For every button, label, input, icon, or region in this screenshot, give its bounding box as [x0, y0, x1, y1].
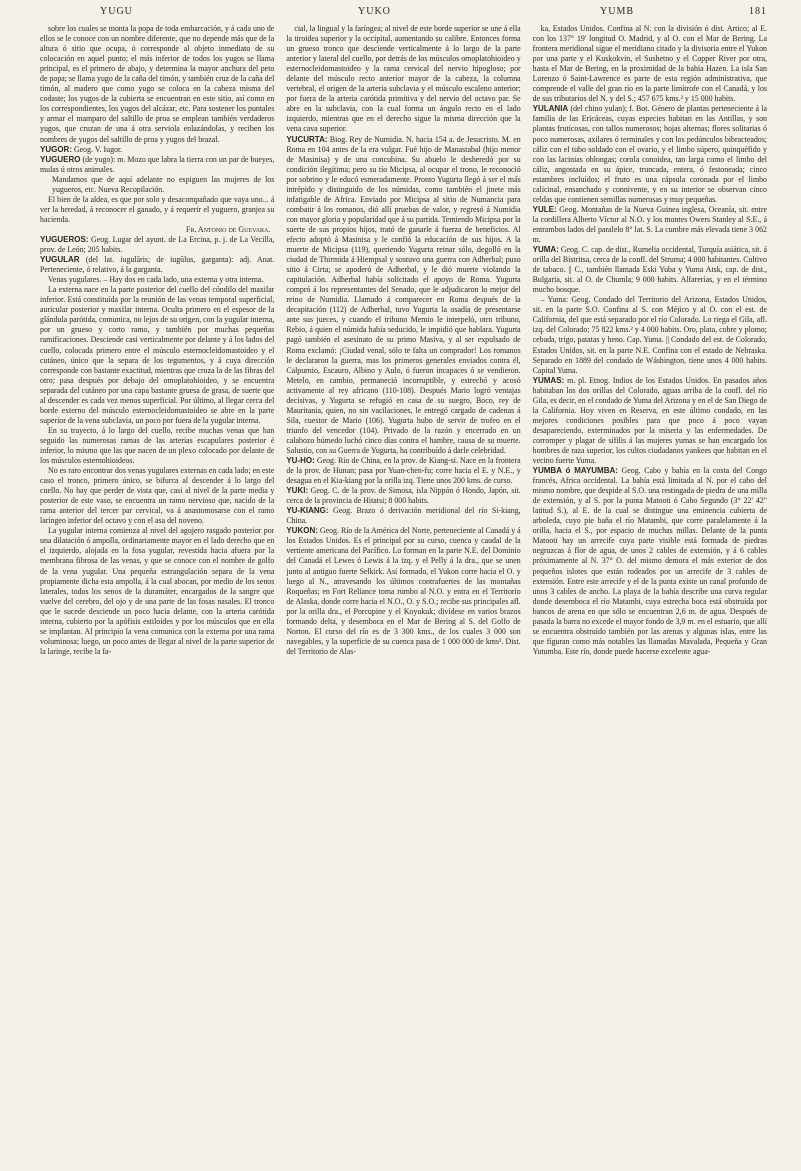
entry-definition: Geog. Montañas de la Nueva Guinea inglesa, Oceanía, sit. entre la cordillera Alberto Víctor al N.O. y los montes Owers Stanley al S.E., á entrambos lados del paralelo 8° lat. S. La cumbre más elevada tiene 3 062 m. [532, 204, 767, 244]
dictionary-entry [286, 526, 520, 657]
dictionary-entry [286, 486, 520, 506]
dictionary-entry [40, 145, 274, 155]
paragraph: En su trayecto, á lo largo del cuello, recibe muchas venas que han seguido las numerosas ramas de las arterias escapulares posterior é inferior, lo mismo que las que nacen de un plexo colocado por delante de los músculos esternohioideos. [40, 425, 275, 466]
paragraph: El bien de la aldea, es que por solo y desacompañado que vaya uno... á ver la heredad, á reconocer el ganado, y á requerir el yuguero, granjea su hacienda. [40, 194, 275, 224]
dictionary-entry [286, 135, 520, 457]
guide-word-center: YUKO [358, 6, 391, 17]
entry-definition: Biog. Rey de Numidia. N. hacia 154 a. de Jesucristo. M. en Roma en 104 antes de la era vulgar. Fué hijo de Manastabal (hijo menor de Masinisa) y de una concubina. Su abuelo le desheredó por su condición ilegítima; pero su tío Micipsa, al ocupar el trono, le reconoció por sobrino y le educó esmeradamente. Pronto Yugurta llegó á ser el más intrépido y distinguido de los númidas, como también el jinete más infatigable de Africa. Enviado por Micipsa al sitio de Numancia para combatir á los romanos, dió allí pruebas de valor, y regresó á Numidia con mayor gloria y popularidad que á su partida. Temiendo Micipsa por la suerte de sus propios hijos, trató de ganarle á fuerza de beneficios. Al efecto adoptó á Masinisa y le confió la educación de sus hijos. A la muerte de Micipsa (119), queriendo Yugurta reinar sólo, degolló en la ciudad de Thirmida á Hiempsal y sostuvo una guerra con Adherbal; puso sitio á Cirta; se apoderó de Adherbal, y le dió muerte violando la capitulación. Adherbal había solicitado el apoyo de Roma. Yugurta compró á los representantes del Senado, que le adjudicaron lo mejor del reino de Numidia. Llamado á comparecer en Roma después de la decapitación (112) de Adherbal, tuvo Yugurta la osadía de presentarse ante sus jueces, y cuando el tribuno Memio le interpeló, otro tribuno, Rebio, á quien el númida había seducido, le impidió que hablara. Yugurta pagó también el asesinato de su primo Masiva, y al ser expulsado de Roma exclamó: ¡Ciudad venal, sólo te falta un comprador! Los romanos le declararon la guerra, mas los primeros generales enviados contra él, Calpurnio, Escauro, Albino y Aulo, ó fueron incapaces ó se vendieron. Metelo, en cambio, permaneció incorruptible, y estrechó y acosó activamente al rey africano (110-108). Después Mario logró ventajas decisivas, y Yugurta se refugió en casa de su suegro, Boco, rey de Mauritania, quien, no sin vacilaciones, le entregó cargado de cadenas á Sila, cuestor de Mario (106). Yugurta hubo de servir de trofeo en el triunfo del vencedor (104). Privado de la razón y encerrado en un calabozo húmedo luchó cinco días contra el hambre, causa de su muerte. Salustio, con su Guerra de Yugurta, ha contribuído á darle celebridad. [286, 134, 521, 455]
guide-word-left: YUGU [100, 6, 133, 17]
entry-definition: Geog. C. de la prov. de Simosa, isla Nippón ó Hondo, Japón, sit. cerca de la provincia de Hitatsi; 8 000 habits. [286, 486, 521, 506]
running-head [40, 6, 767, 22]
dictionary-entry [40, 235, 274, 255]
entry-headword: YU-KIANG: [286, 506, 329, 516]
dictionary-entry [533, 104, 767, 204]
entry-definition: Geog. Cabo y bahía en la costa del Congo francés, Africa occidental. La bahía está limitada al N. por el cabo del mismo nombre, que despide al S.O. una restingada de piedra de una milla de extensión, y al S. por la punta Matooti ó Cabo Segundo (3° 22' 42" latitud S.), al E. de la cual se distingue una eminencia cubierta de arboleda, cuyo pie baña el río Matambi, que corre paralelamente á la orilla, hacia el S., por espacio de muchas millas. Delante de la punta Matooti hay un arrecife cuya parte visible está formada de piedras negruzcas á flor de agua, de unos 2 cables de extensión, y á 6 cables próximamente al N. 37° O. del mismo demora el más exterior de dos pequeños islotes que están rodeados por un arrecife de 3 cables de extensión. Entre este arrecife y el de la punta existe un canal profundo de unos 3 cables de ancho. La playa de la bahía describe una curva regular donde desemboca el río Matambi, cuya estrecha boca está obstruída por bancos de arena en que sólo se encuentran 2,6 m. de agua. Después de pasada la barra no excede el mayor fondo de 3,9 m. en el estuario, que allí se encuentra obstruído también por las arenas y algunas islas, entre las que figuran como más notables las llamadas Mavalada, Pequeña y Gran Yutumba. Este río, donde puede hacerse excelente agua- [532, 466, 767, 656]
quotation: Mandamos que de aquí adelante no espiguen las mujeres de los yugueros, etc. Nueva Recopilación. [52, 174, 275, 194]
entry-headword: YUGULAR [40, 255, 80, 265]
dictionary-entry [533, 245, 767, 295]
dictionary-entry [533, 466, 767, 657]
entry-definition: Geog. C. cap. de dist., Rumelia occidental, Turquía asiática, sit. á orilla del Bistritsa, cerca de la confl. del Struma; 4 000 habitantes. Cultivo de tabaco. || C., también llamada Eski Yuba y Yuma Atsk, cap. de dist., Bulgaria, sit. al O. de Chumla; 9 000 habits. Alfarerías, y en el término mucho bosque. [532, 245, 767, 295]
entry-headword: YUKON: [286, 526, 318, 536]
entry-headword: YUMAS: [532, 375, 565, 385]
entry-headword: YUCURTA: [286, 134, 328, 144]
entry-headword: YUGUERO [40, 154, 81, 164]
paragraph: La externa nace en la parte posterior del cuello del cóndilo del maxilar inferior. Está constituída por la reunión de las venas temporal superficial, auricular posterior y maxilar interna. Oculta primero en el espesor de la glándula parótida, comunica, no lejos de su origen, con la yugular interna, por un grueso y corto ramo, y también por muchas pequeñas ramificaciones. Desciende casi verticalmente por delante y á los lados del cuello, colocada primero entre el músculo esternocleidomastoideo y el cutáneo, único que la separa de los tegumentos, y á cuya dirección corresponde con bastante exactitud, mientras que cruza la de las fibras del otro; pasa después por debajo del omoplatohioideo, y se encuentra separada del cutáneo por una capa bastante gruesa de grasa, de suerte que al descender es cada vez menos superficial. Por último, al llegar cerca del borde externo del músculo esternocleidomastoideo se abre en la parte superior de la vena subclavia, un poco por fuera de la yugular interna. [40, 285, 275, 425]
entry-definition: (de yugo): m. Mozo que labra la tierra con un par de bueyes, mulas ú otros animales. [40, 154, 275, 174]
text-columns [40, 24, 767, 1163]
paragraph: La yugular interna comienza al nivel del agujero rasgado posterior por una dilatación ó ampolla, ordinariamente mayor en el lado derecho que en el izquierdo, alojada en la fosa yugular, revestida hacia afuera por la membrana fibrosa de las venas, y que se conoce con el nombre de golfo de la vena yugular. Una pequeña estrangulación separa de la vena propiamente dicha esta ampolla, á la cual abocan, por medio de los senos laterales, todos los senos de la duramáter, encargados de la sangre que vuelve del cerebro, del ojo y de una parte de las fosas nasales. El tronco que le sucede desciende un poco hacia delante, con la arteria carótida interna, cubierto por la apófisis estiloides y por los músculos que en ella se implantan. Al principio la vena comunica con la externa por una rama voluminosa; luego, un poco antes de llegar al nivel de la parte superior de la laringe, recibe la fa- [40, 526, 275, 656]
dictionary-entry [40, 155, 274, 175]
page-number: 181 [749, 6, 767, 17]
dictionary-entry [286, 506, 520, 526]
paragraph: Venas yugulares. – Hay dos en cada lado, una externa y otra interna. [48, 275, 264, 285]
entry-headword: YUGUEROS: [40, 234, 89, 244]
column-right [533, 24, 767, 1163]
paragraph: No es raro encontrar dos venas yugulares externas en cada lado; en este caso el tronco, primero único, se bifurca al descender á lo largo del cuello. No hay que perder de vista que, casi al nivel de la parte media y posterior de este vaso, se encuentra un ramo nervioso que, nacido de la rama anterior del tercer par cervical, va á anastomosarse con el ramo laríngeo inferior del octavo y con el asa del noveno. [40, 466, 275, 526]
entry-definition: Geog. Río de la América del Norte, perteneciente al Canadá y á los Estados Unidos. Es el principal por su curso, cuenca y caudal de la vertiente americana del Pacífico. Lo forman en la parte N.E. del Dominio del Canadá el Lewes ó Lewis á la izq. y el Pelly á la dra., que se unen junto al antiguo fuerte Selkirk. Así formado, el Yukon corre hacia el O. y luego al N., atravesando los últimos contrafuertes de las montañas Roqueñas; en Fort Reliance toma rumbo al N.O. y entra en el Territorio de Alaska, donde corre hacia el N.O., O. y S.O.; recibe sus principales afl. por la orilla dra., el Porcupine y el Koyukuk; divídese en varios brazos formando delta, y desemboca en el Mar de Bering al S. del Golfo de Norton. El curso del río es de 3 300 kms., de los cuales 3 000 son navegables, y la superficie de su cuenca pasa de 1 000 000 de kms². Dist. del Territorio de Alas- [286, 526, 521, 656]
entry-definition: Geog. Brazo ó derivación meridional del río Si-kiang, China. [286, 506, 521, 526]
entry-headword: YULE: [532, 204, 557, 214]
dictionary-entry [533, 205, 767, 245]
dictionary-entry [40, 255, 274, 275]
entry-definition: Geog. Río de China, en la prov. de Kiang-si. Nace en la frontera de la prov. de Hunan; pasa por Yuan-chen-fu; corre hacia el E. y N.E., y desagua en el Kia-kiang por la orilla izq. Tiene unos 200 kms. de curso. [286, 456, 521, 486]
paragraph: sobre los cuales se monta la popa de toda embarcación, y á cada uno de ellos se le conoce con un nombre diferente, que no depende más que de la altura ó sitio que ocupa, ó corresponde al objeto inmediato de su colocación en aquel punto; el más inferior de todos los yugos se llama principal, es el primero de abajo, y determina la mayor anchura del peto de popa; se llama yugo de la caña del timón, y también cruz de la caña del timón, al madero que como yugo se coloca en la cabeza misma del codaste; los yugos de la cubierta se encuentran en este sitio, así como en los correspondientes, los yugos del alcázar, etc. Para sostener los puntales y armar el mamparo del saltillo de proa se emplean también verdaderos yugos, que cruzan de una á otra serviola enlazándolas, y reciben los nombres de yugos del saltillo de proa y yugos del brazal. [40, 24, 275, 144]
entry-definition: Geog. Lugar del ayunt. de La Ercina, p. j. de La Vecilla, prov. de León; 205 habits. [40, 234, 275, 255]
entry-definition: Geog. V. Iugor. [73, 144, 123, 154]
column-middle [286, 24, 520, 1163]
entry-headword: YUGOR: [40, 144, 72, 154]
paragraph: – Yuma: Geog. Condado del Territorio del Arizona, Estados Unidos, sit. en la parte S.O. Confina al S. con Méjico y al O. con el est. de California, del que está separado por el río Colorado. Lo riega el Gila, afl. izq. del Colorado; 75 822 kms.² y 4 000 habits. Oro, plata, cobre y plomo; cebada, trigo, patatas y heno. Cap. Yuma. || Condado del est. de Colorado, Estados Unidos, sit. en la parte N.E. Confina con el estado de Nebraska. Separado en 1889 del condado de Wáshington, tiene unos 4 000 habits. Capital Yuma. [532, 295, 767, 375]
entry-definition: m. pl. Etnog. Indios de los Estados Unidos. En pasados años habitaban los dos orillas del Colorado, aguas arriba de la confl. del río Gila, es decir, en el condado de Yuma del Arizona y en el de San Diego de la California. Hoy viven en Reserva, en este último condado, en las mejores condiciones posibles para que poco á poco vayan desapareciendo, exterminados por la miseria y las enfermedades. De corromper y plagar de sífilis á las mujeres yumas se han encargado los hombres de raza superior, los cultos ciudadanos yankees que habitan en el vecino fuerte Yuma. [532, 375, 767, 466]
entry-headword: YUKI: [286, 486, 309, 496]
entry-definition: (del lat. iugulāris; de iugŭlus, garganta): adj. Anat. Perteneciente, ó relativo, á la garganta. [40, 255, 275, 275]
paragraph: ka, Estados Unidos. Confina al N. con la división ó dist. Artico; al E. con los 137° 19' longitud O. Madrid, y al O. con el Mar de Bering. La frontera meridional sigue el meridiano citado y la divisoria entre el Yukon por una parte y el Kuskokvin, el Sushetno y el Copper River por otra, hasta el Mar de Bering, en la proximidad de la bahía Hazen. La isla San Lorenzo ó Saint-Lawrence es parte de esta región administrativa, que comprende el valle del gran río en la parte limítrofe con el Canadá, y los de sus tributarios del N. y del S.; 457 675 kms.² y 15 000 habits. [532, 24, 767, 104]
entry-headword: YU-HO: [286, 456, 315, 466]
entry-headword: YULANIA [532, 104, 569, 114]
dictionary-entry [286, 456, 520, 486]
quotation-author: Fr. Antonio de Guevara. [186, 224, 271, 234]
guide-word-right: YUMB [600, 6, 635, 17]
entry-definition: (del chino yulan); f. Bot. Género de plantas perteneciente á la familia de las Ericáceas, cuyas especies habitan en las Antillas, y son plantas fruticosas, con tallos numerosos; hojas alternas; flores solitarias ó poco numerosas, axilares ó terminales y con los pedúnculos bibracteados; cáliz con el tubo soldado con el ovario, y el limbo súpero, quinquéfido y con las lacinias oblongas; corola conoidea, tan larga como el limbo del cáliz, angostada en su ápice, truncada, entera, ó festoneada; cinco estambres incluídos; el fruto es una cápsula coronada por el limbo calicinal, ensanchado y connivente, y en su interior se observan cinco celdas que contienen semillas numerosas y muy pequeñas. [532, 104, 767, 204]
paragraph: cial, la lingual y la faríngea; al nivel de este borde superior se une á ella la tiroidea superior y la occipital, aumentando su calibre. Entonces forma un grueso tronco que desciende verticalmente á lo largo de la parte anterior y lateral del cuello, por detrás de los músculos omoplatohioideo y esternocleidomastoideo y la rama cervical del nervio hipogloso; por delante del músculo recto anterior mayor de la cabeza, la columna vertebral, el origen de la arteria subclavia y el músculo escaleno anterior; por fuera de la arteria carótida primitiva y del nervio del octavo par. Se abre en la subclavia, con la cual forma un ángulo recto en el lado izquierdo, mientras que en el derecho sigue la misma dirección que la vena cava superior. [286, 24, 521, 134]
column-left [40, 24, 274, 1163]
entry-headword: YUMA: [532, 245, 559, 255]
entry-headword: YUMBA ó MAYUMBA: [532, 466, 618, 476]
dictionary-entry [533, 376, 767, 466]
